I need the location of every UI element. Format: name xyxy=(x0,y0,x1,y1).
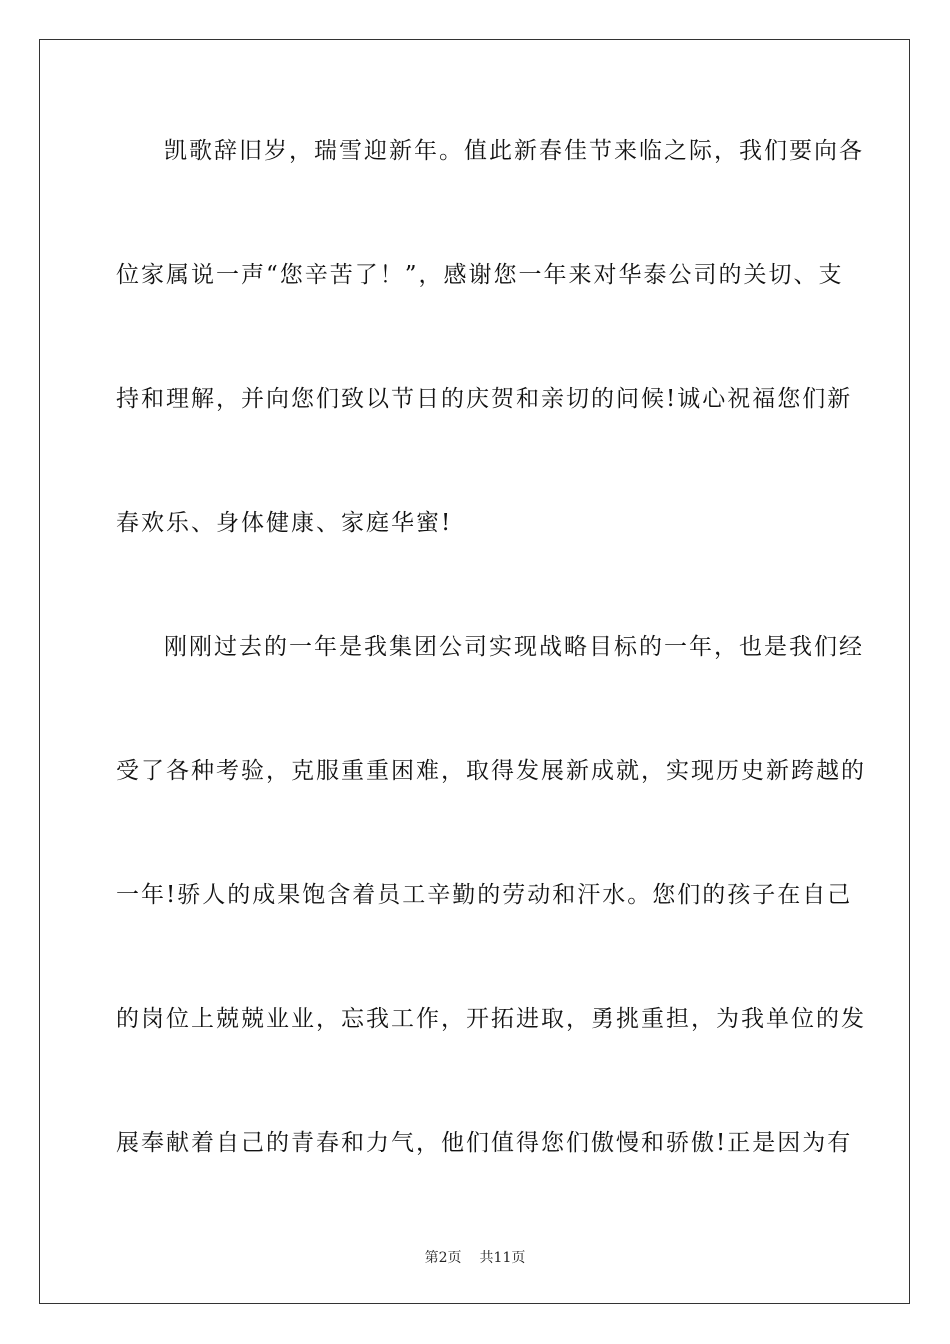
page-footer xyxy=(0,1249,950,1267)
paragraph-2-line-3: 一年!骄人的成果饱含着员工辛勤的劳动和汗水。您们的孩子在自己 xyxy=(116,882,853,908)
paragraph-2-line-4: 的岗位上兢兢业业，忘我工作，开拓进取，勇挑重担，为我单位的发 xyxy=(116,1006,866,1032)
paragraph-2-line-2: 受了各种考验，克服重重困难，取得发展新成就，实现历史新跨越的 xyxy=(116,758,866,784)
paragraph-1-line-3: 持和理解，并向您们致以节日的庆贺和亲切的问候!诚心祝福您们新 xyxy=(116,386,853,412)
page-border xyxy=(39,39,910,1304)
paragraph-1-line-4: 春欢乐、身体健康、家庭华蜜! xyxy=(116,510,453,536)
page-total: 共11页 xyxy=(479,1250,526,1266)
paragraph-2-line-1: 刚刚过去的一年是我集团公司实现战略目标的一年，也是我们经 xyxy=(164,634,864,660)
page-number: 第2页 xyxy=(424,1250,462,1266)
paragraph-1-line-1: 凯歌辞旧岁，瑞雪迎新年。值此新春佳节来临之际，我们要向各 xyxy=(164,138,864,164)
paragraph-1-line-2: 位家属说一声“您辛苦了！”，感谢您一年来对华泰公司的关切、支 xyxy=(116,262,844,288)
paragraph-2-line-5: 展奉献着自己的青春和力气，他们值得您们傲慢和骄傲!正是因为有 xyxy=(116,1130,853,1156)
